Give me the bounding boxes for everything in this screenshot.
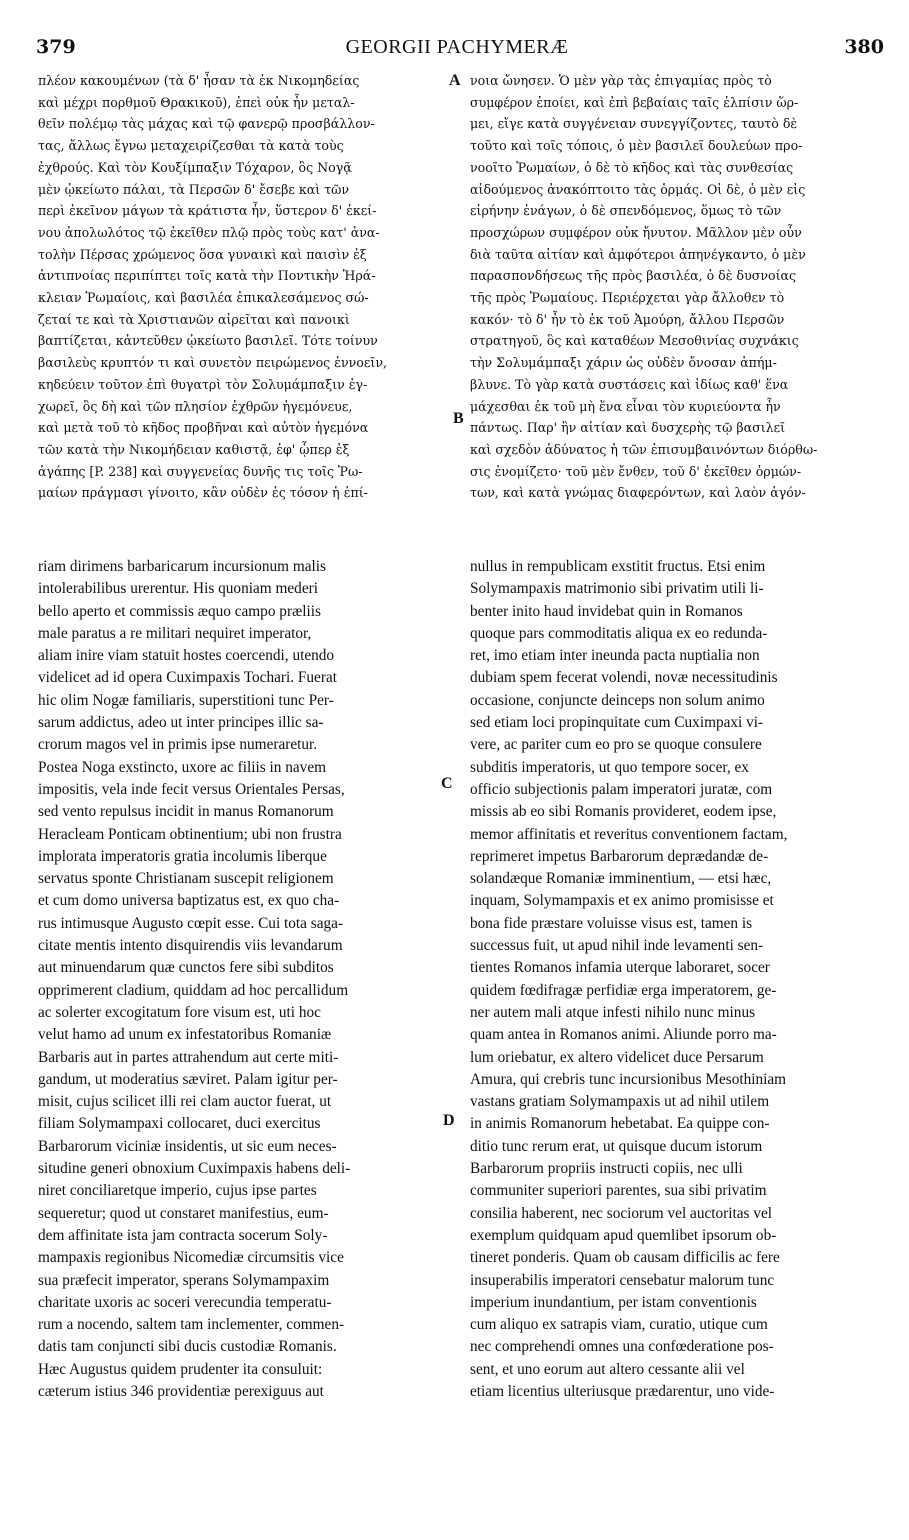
text-line: riam dirimens barbaricarum incursionum malis — [38, 558, 327, 575]
text-line: ζεταί τε καὶ τὰ Χριστιανῶν αἱρεῖται καὶ πανοικὶ — [38, 311, 350, 327]
latin-column-right — [470, 556, 884, 1512]
text-line: βλυνε. Τὸ γὰρ κατὰ συστάσεις καὶ ἰδίως καθ' ἕνα — [470, 376, 789, 392]
text-line: videlicet ad id opera Cuximpaxis Tochari. Fuerat — [38, 669, 337, 687]
text-line: filiam Solymampaxi collocaret, duci exercitus — [38, 1115, 321, 1133]
text-line: σις ἐνομίζετο· τοῦ μὲν ἔνθεν, τοῦ δ' ἐκεῖθεν ὁρμών- — [470, 463, 802, 479]
text-line: bello aperto et commissis æquo campo præliis — [38, 602, 321, 620]
text-line: citate mentis intento disquirendis viis levandarum — [38, 937, 343, 955]
text-line: officio subjectionis palam imperatori juratæ, com — [470, 780, 773, 798]
text-line: Hæc Augustus quidem prudenter ita consuluit: — [38, 1360, 323, 1378]
text-line: quam antea in Romanos animi. Aliunde porro ma- — [470, 1026, 777, 1044]
text-line: rus intimusque Augusto cœpit esse. Cui tota saga- — [38, 914, 344, 932]
text-line: aliam inire viam statuit hostes coercendi, utendo — [38, 647, 335, 665]
section-marker-c: C — [441, 775, 453, 792]
text-line: βασιλεὺς κρυπτόν τι καὶ συνετὸν πειρώμενος ἐννοεῖν, — [38, 355, 388, 371]
latin-column-left — [38, 556, 450, 1512]
text-line: imperium inundantium, per istam conventionis — [470, 1293, 757, 1311]
text-line: Barbarorum viciniæ insidentis, ut sic eum neces- — [38, 1137, 337, 1155]
text-line: quidem fœdifragæ perfidiæ erga imperatorem, ge- — [470, 981, 777, 999]
text-line: inquam, Solymampaxis et ex animo promisisse et — [470, 892, 774, 910]
text-line: βαπτίζεται, κἀντεῦθεν ᾠκείωτο βασιλεῖ. Τότε τοίνυν — [38, 333, 378, 349]
greek-column-right — [470, 70, 884, 550]
section-marker-a: A — [449, 72, 461, 89]
text-line: κακόν· τὸ δ' ἦν τὸ ἐκ τοῦ Ἀμούρη, ἄλλου Περσῶν — [470, 311, 785, 327]
text-line: occasione, conjuncte deinceps non solum animo — [470, 691, 765, 709]
text-line: Heracleam Ponticam obtinentium; ubi non frustra — [38, 825, 342, 843]
text-line: Barbaris aut in partes attrahendum aut certe miti- — [38, 1048, 339, 1066]
text-line: ἀγάπης [P. 238] καὶ συγγενείας δυνῆς τις τοῖς Ῥω- — [38, 463, 363, 479]
text-line: sarum addictus, adeo ut inter principes illic sa- — [38, 714, 324, 732]
running-head — [30, 36, 884, 62]
text-line: κηδεύειν τοῦτον ἐπὶ θυγατρὶ τὸν Σολυμάμπαξιν ἐγ- — [38, 376, 368, 392]
text-line: τας, ἄλλως ἔγνω μεταχειρίζεσθαι τὰ κατὰ τοὺς — [38, 138, 344, 154]
text-line: αἰδούμενος ἀνακόπτοιτο τὰς ὁρμάς. Οἱ δὲ, ὁ μὲν εἰς — [470, 181, 806, 197]
text-line: ἐχθρούς. Καὶ τὸν Κουξίμπαξιν Τόχαρον, ὃς Νογᾷ — [38, 159, 352, 175]
text-line: στρατηγοῦ, ὃς καὶ καταθέων Μεσοθινίας συχνάκις — [470, 333, 799, 349]
text-line: servatus sponte Christianam suscepit religionem — [38, 870, 334, 888]
text-line: Postea Noga exstincto, uxore ac filiis in navem — [38, 758, 327, 776]
text-line: gandum, ut moderatius sæviret. Palam igitur per- — [38, 1070, 338, 1088]
text-line: charitate uxoris ac soceri verecundia temperatu- — [38, 1293, 332, 1311]
text-line: sequeretur; quod ut constaret manifestius, eum- — [38, 1204, 329, 1222]
text-line: misit, cujus scilicet illi rei clam auctor fuerat, ut — [38, 1093, 332, 1111]
text-line: μάχεσθαι ἐκ τοῦ μὴ ἕνα εἶναι τὸν κυριεύοντα ἦν — [470, 398, 781, 414]
text-line: niret conciliaretque imperio, cujus ipse partes — [38, 1182, 317, 1200]
text-line: implorata imperatoris gratia incolumis liberque — [38, 847, 327, 865]
text-line: ditio tunc rerum erat, ut quisque ducum istorum — [470, 1137, 763, 1155]
text-line: intolerabilibus urerentur. His quoniam mederi — [38, 580, 318, 598]
text-line: ret, imo etiam inter ineunda pacta nuptialia non — [470, 647, 760, 665]
text-line: νοια ὤνησεν. Ὁ μὲν γὰρ τὰς ἐπιγαμίας πρὸς τὸ — [470, 73, 772, 88]
text-line: νου ἀπολωλότος τῷ ἐκεῖθεν πλῷ πρὸς τοὺς κατ' ἀνα- — [38, 224, 380, 240]
text-line: χωρεῖ, ὃς δὴ καὶ τῶν πλησίον ἐχθρῶν ἡγεμόνευε, — [38, 398, 353, 414]
text-line: κλειαν Ῥωμαίοις, καὶ βασιλέα ἐπικαλεσάμενος σώ- — [38, 290, 369, 306]
greek-column-left — [38, 70, 450, 550]
text-line: Barbarorum propriis instructi copiis, nec ulli — [470, 1160, 743, 1178]
text-line: impositis, vela inde fecit versus Orientales Persas, — [38, 780, 345, 798]
text-line: reprimeret impetus Barbarorum deprædandæ de- — [470, 847, 769, 865]
text-line: vere, ac pariter cum eo pro se quoque consulere — [470, 736, 762, 754]
text-line: συμφέρον ἐποίει, καὶ ἐπὶ βεβαίαις ταῖς ἐλπίσιν ὥρ- — [470, 94, 799, 110]
text-line: sent, et uno eorum aut altero cessante alii vel — [470, 1360, 745, 1378]
text-line: μὲν ᾠκείωτο πάλαι, τὰ Περσῶν δ' ἔσεβε καὶ τῶν — [38, 181, 350, 197]
text-line: etiam licentius ulteriusque prædarentur, uno vide- — [470, 1382, 775, 1400]
text-line: πλέον κακουμένων (τὰ δ' ἦσαν τὰ ἐκ Νικομηδείας — [38, 73, 360, 88]
text-line: cum aliquo ex satrapis viam, curatio, utique cum — [470, 1316, 768, 1334]
text-line: datis tam conjuncti sibi ducis custodiæ Romanis. — [38, 1338, 337, 1356]
text-line: hic olim Nogæ familiaris, superstitioni tunc Per- — [38, 691, 334, 709]
text-line: διὰ ταῦτα αἰτίαν καὶ ἀμφότεροι ἀπηνέγκαντο, ὁ μὲν — [470, 246, 806, 262]
text-line: καὶ μέχρι πορθμοῦ Θρακικοῦ), ἐπεὶ οὐκ ἦν μεταλ- — [38, 94, 355, 110]
text-line: benter inito haud invidebat quin in Romanos — [470, 602, 743, 620]
text-line: aut minuendarum quæ cunctos fere sibi subditos — [38, 959, 334, 977]
text-line: Amura, qui crebris tunc incursionibus Mesothiniam — [470, 1070, 787, 1088]
text-line: quoque pars commoditatis aliqua ex eo redunda- — [470, 624, 768, 642]
text-line: in animis Romanorum hebetabat. Ea quippe con- — [470, 1115, 770, 1133]
page-number-right: 380 — [844, 36, 884, 58]
text-line: νοοῖτο Ῥωμαίων, ὁ δὲ τὸ κῆδος καὶ τὰς συνθεσίας — [470, 159, 794, 175]
text-line: vastans gratiam Solymampaxis ut ad nihil utilem — [470, 1093, 770, 1111]
text-line: sed etiam loci propinquitate cum Cuximpaxi vi- — [470, 714, 764, 732]
text-line: male paratus a re militari nequiret imperator, — [38, 624, 312, 642]
text-line: dem affinitate ista jam contracta socerum Soly- — [38, 1226, 328, 1244]
text-line: lum oriebatur, ex altero videlicet duce Persarum — [470, 1048, 764, 1066]
text-line: tineret ponderis. Quam ob causam difficilis ac fere — [470, 1249, 780, 1267]
text-line: παρασπονδήσεως τῆς πρὸς βασιλέα, ὁ δὲ δυσνοίας — [470, 268, 797, 284]
text-line: successus fuit, ut apud nihil inde levamenti sen- — [470, 937, 764, 955]
text-line: μει, εἴγε κατὰ συγγένειαν συνεγγίζοντες, ταυτὸ δὲ — [470, 116, 798, 132]
text-line: μαίων πράγμασι γίνοιτο, κἂν οὐδὲν ἐς τόσον ἡ ἐπί- — [38, 485, 368, 501]
text-line: εἰρήνην ἐνάγων, ὁ δὲ σπενδόμενος, ὅμως τὸ τῶν — [470, 203, 782, 219]
text-line: memor affinitatis et reveritus conventionem factam, — [470, 825, 788, 843]
text-line: ac solerter excogitatum fore visum est, uti hoc — [38, 1003, 321, 1021]
text-line: mampaxis regionibus Nicomediæ circumsitis vice — [38, 1249, 344, 1267]
text-line: solandæque Romaniæ imminentium, — etsi hæc, — [470, 870, 772, 888]
text-line: τὴν Σολυμάμπαξι χάριν ὡς οὐδὲν ὄνοσαν ἀπήμ- — [470, 355, 777, 371]
text-line: crorum magos vel in primis ipse numeraretur. — [38, 736, 318, 754]
text-line: καὶ μετὰ τοῦ τὸ κῆδος προβῆναι καὶ αὐτὸν ἡγεμόνα — [38, 420, 369, 436]
text-line: consilia haberent, nec sociorum vel auctoritas vel — [470, 1204, 773, 1222]
text-line: nec comprehendi omnes una confœderatione pos- — [470, 1338, 774, 1356]
text-line: προσχώρων συμφέρον οὐκ ἤνυτον. Μᾶλλον μὲν οὖν — [470, 224, 802, 240]
section-marker-b: B — [453, 410, 464, 427]
text-line: exemplum quidquam apud quemlibet ipsorum ob- — [470, 1226, 777, 1244]
section-marker-d: D — [443, 1112, 455, 1129]
text-line: των, καὶ κατὰ γνώμας διαφερόντων, καὶ λαὸν ἀγόν- — [470, 485, 806, 501]
text-line: καὶ σχεδὸν ἀδύνατος ἡ τῶν ἐπισυμβαινόντων διόρθω- — [470, 441, 818, 457]
text-line: ner autem mali atque infesti nihilo nunc minus — [470, 1003, 756, 1021]
text-line: rum a nocendo, saltem tam inclementer, commen- — [38, 1316, 345, 1334]
text-line: nullus in rempublicam exstitit fructus. Etsi enim — [470, 558, 766, 575]
text-line: tientes Romanos infamia uterque laboraret, socer — [470, 959, 770, 977]
text-line: insuperabilis imperatori censebatur malorum tunc — [470, 1271, 775, 1289]
text-line: situdine generi obnoxium Cuximpaxis habens deli- — [38, 1160, 351, 1178]
text-line: θεῖν πολέμῳ τὰς μάχας καὶ τῷ φανερῷ προσβάλλον- — [38, 116, 375, 132]
text-line: et cum domo universa baptizatus est, ex quo cha- — [38, 892, 340, 910]
page-number-left: 379 — [36, 36, 76, 58]
text-line: subditis imperatoris, ut quo tempore socer, ex — [470, 758, 749, 776]
text-line: τῆς πρὸς Ῥωμαίους. Περιέρχεται γὰρ ἄλλοθεν τὸ — [470, 290, 785, 306]
text-line: Solymampaxis matrimonio sibi privatim utili li- — [470, 580, 764, 598]
text-line: τῶν κατὰ τὴν Νικομήδειαν καθιστᾷ, ἐφ' ᾧπερ ἐξ — [38, 441, 350, 457]
text-line: sua præfecit imperator, sperans Solymampaxim — [38, 1271, 330, 1289]
text-line: τολὴν Πέρσας χρώμενος ὅσα γυναικὶ καὶ παισὶν ἐξ — [38, 246, 367, 262]
running-title: GEORGII PACHYMERÆ — [345, 36, 569, 58]
text-line: περὶ ἐκεῖνον μάγων τὰ κράτιστα ἦν, ὕστερον δ' ἐκεί- — [38, 203, 377, 219]
text-line: τοῦτο καὶ τοῖς τόποις, ὁ μὲν βασιλεῖ δουλεύων προ- — [470, 138, 803, 154]
text-line: velut hamo ad unum ex infestatoribus Romaniæ — [38, 1026, 332, 1044]
text-line: dubiam spem fecerat volendi, novæ necessitudinis — [470, 669, 778, 687]
text-line: communiter superiori parentes, sua sibi privatim — [470, 1182, 767, 1200]
text-line: opprimerent cladium, quiddam ad hoc percallidum — [38, 981, 349, 999]
text-line: cæterum istius 346 providentiæ perexiguus aut — [38, 1382, 324, 1400]
text-line: ἀντιπνοίας περιπίπτει τοῖς κατὰ τὴν Ποντικὴν Ἡρά- — [38, 268, 376, 284]
text-line: missis ab eo sibi Romanis provideret, eodem ipse, — [470, 803, 777, 821]
text-line: πάντως. Παρ' ἣν αἰτίαν καὶ δυσχερὴς τῷ βασιλεῖ — [470, 420, 786, 436]
text-line: sed vento repulsus incidit in manus Romanorum — [38, 803, 334, 821]
text-line: bona fide præstare voluisse visus est, tamen is — [470, 914, 753, 932]
